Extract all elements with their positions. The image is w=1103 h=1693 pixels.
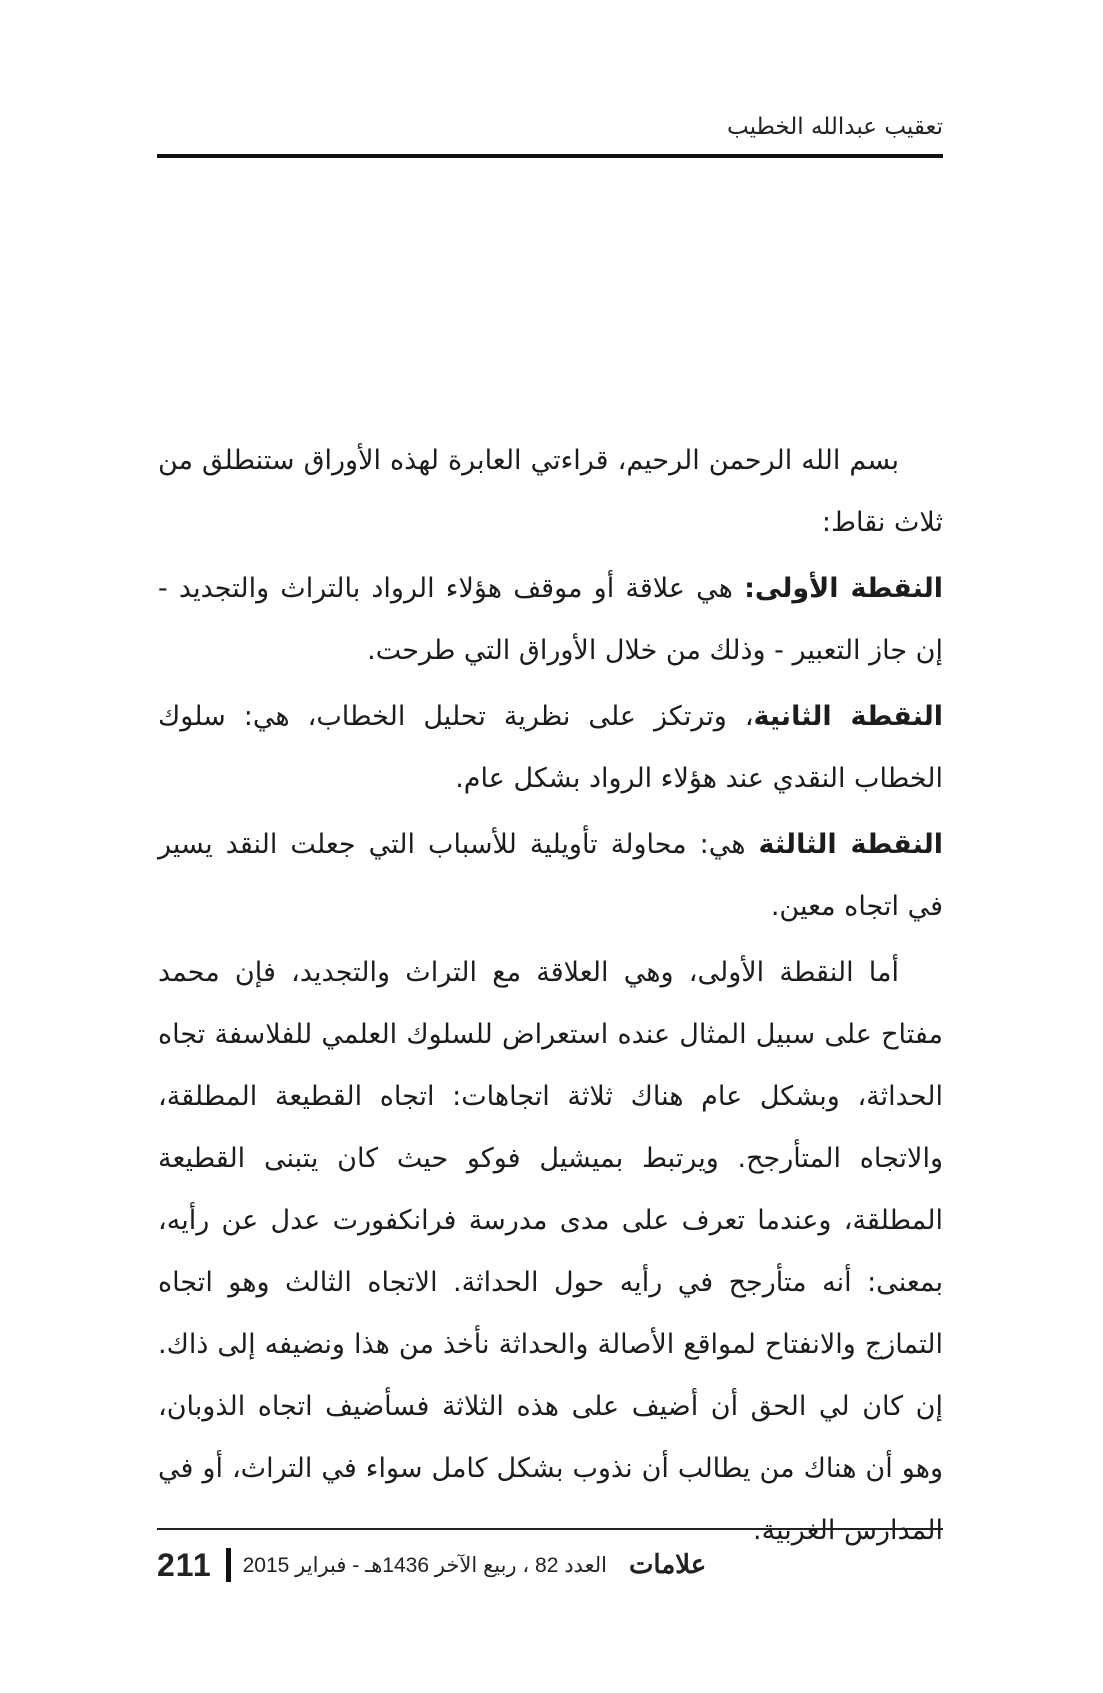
point-one-heading: النقطة الأولى:: [744, 573, 943, 604]
paragraph-intro: بسم الله الرحمن الرحيم، قراءتي العابرة لهذه الأوراق ستنطلق من ثلاث نقاط:: [158, 445, 943, 538]
article-body: [158, 430, 943, 1566]
paragraph-discussion: أما النقطة الأولى، وهي العلاقة مع التراث والتجديد، فإن محمد مفتاح على سبيل المثال عنده استعراض للسلوك العلمي للفلاسفة تجاه الحداثة، وبشكل عام هناك ثلاثة اتجاهات: اتجاه القطيعة المطلقة، والاتجاه المتأرجح. ويرتبط بميشيل فوكو حيث كان يتبنى القطيعة المطلقة، وعندما تعرف على مدى مدرسة فرانكفورت عدل عن رأيه، بمعنى: أنه متأرجح في رأيه حول الحداثة. الاتجاه الثالث وهو اتجاه التمازج والانفتاح لمواقع الأصالة والحداثة نأخذ من هذا ونضيفه إلى ذاك. إن كان لي الحق أن أضيف على هذه الثلاثة فسأضيف اتجاه الذوبان، وهو أن هناك من يطالب أن نذوب بشكل كامل سواء في التراث، أو في المدارس الغربية.: [158, 957, 943, 1546]
header-rule: [157, 154, 943, 158]
paragraph-point-two: [158, 686, 943, 810]
journal-logo: علامات: [628, 1550, 707, 1580]
point-one-text: هي علاقة أو موقف هؤلاء الرواد بالتراث والتجديد - إن جاز التعبير - وذلك من خلال الأوراق التي طرحت.: [158, 573, 943, 666]
paragraph-point-three: [158, 814, 943, 938]
running-header: تعقيب عبدالله الخطيب: [727, 114, 943, 140]
page-footer: [157, 1540, 943, 1590]
point-two-heading: النقطة الثانية: [753, 701, 943, 732]
point-two-text: ، وترتكز على نظرية تحليل الخطاب، هي: سلوك الخطاب النقدي عند هؤلاء الرواد بشكل عام.: [158, 701, 943, 794]
page-number: 211: [157, 1546, 212, 1583]
point-three-text: هي: محاولة تأويلية للأسباب التي جعلت النقد يسير في اتجاه معين.: [158, 829, 943, 922]
paragraph-point-one: [158, 558, 943, 682]
issue-info: العدد 82 ، ربيع الآخر 1436هـ - فبراير 2015: [242, 1553, 607, 1577]
footer-separator-bar: [226, 1548, 231, 1582]
footer-rule: [157, 1528, 943, 1530]
point-three-heading: النقطة الثالثة: [758, 829, 943, 860]
